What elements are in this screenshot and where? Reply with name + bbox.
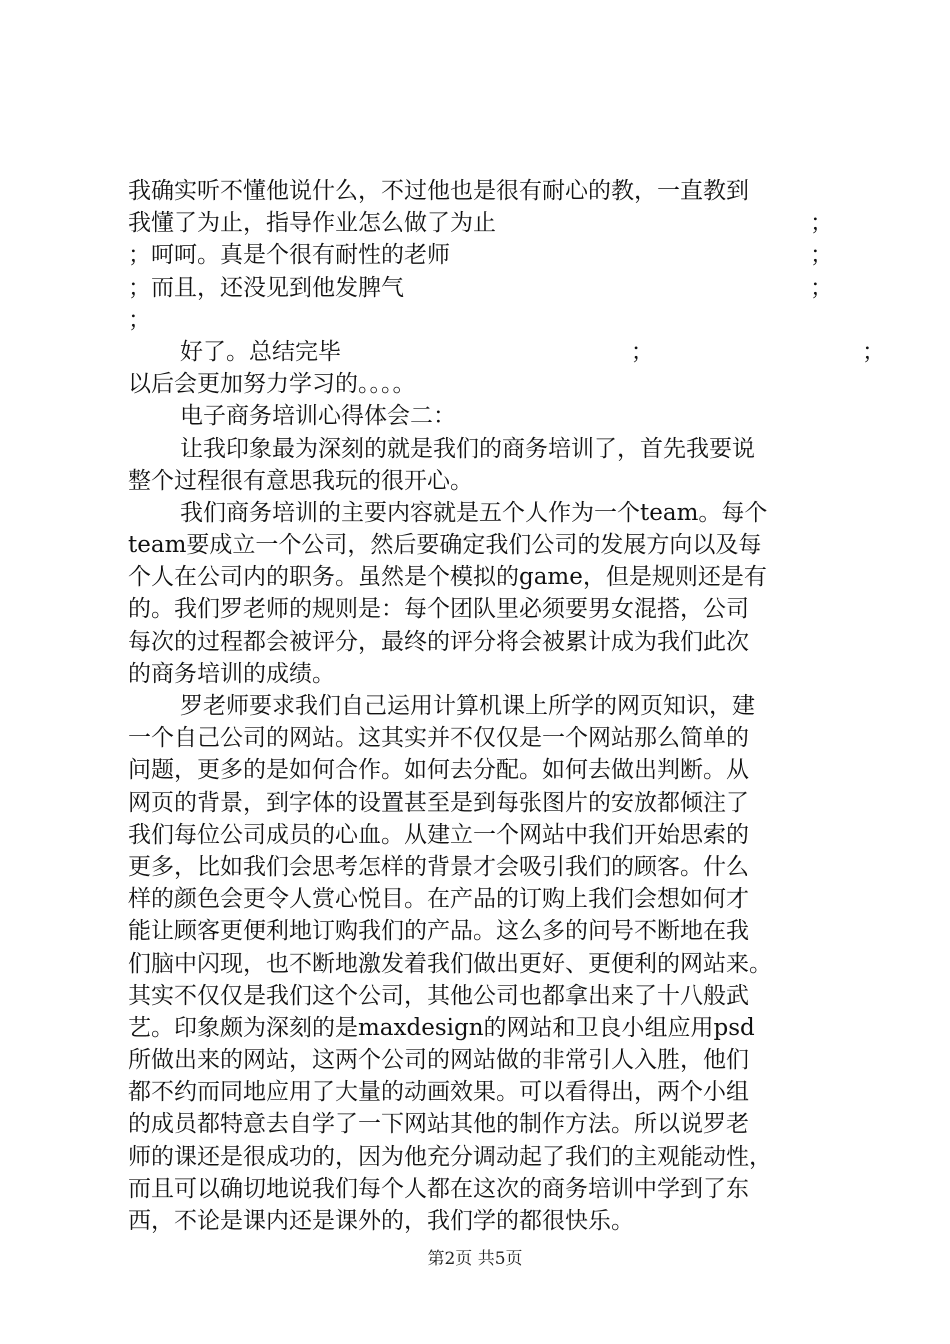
text-line: 而且可以确切地说我们每个人都在这次的商务培训中学到了东 xyxy=(128,1175,749,1202)
text-line: 电子商务培训心得体会二： xyxy=(180,403,456,430)
text-line: 我们商务培训的主要内容就是五个人作为一个team。每个 xyxy=(180,499,768,526)
text-segment: ； xyxy=(862,338,885,365)
text-segment: 我懂了为止，指导作业怎么做了为止 xyxy=(128,210,496,237)
text-line: 西，不论是课内还是课外的，我们学的都很快乐。 xyxy=(128,1208,634,1234)
text-line: 样的颜色会更令人赏心悦目。在产品的订购上我们会想如何才 xyxy=(128,886,749,913)
text-segment: ； xyxy=(630,338,654,365)
text-line: 的商务培训的成绩。 xyxy=(128,660,335,687)
text-line: 个人在公司内的职务。虽然是个模拟的game，但是规则还是有 xyxy=(128,564,767,591)
text-line: 我们每位公司成员的心血。从建立一个网站中我们开始思索的 xyxy=(128,821,749,848)
text-line: 网页的背景，到字体的设置甚至是到每张图片的安放都倾注了 xyxy=(128,789,749,816)
text-segment: ； xyxy=(810,242,833,269)
text-line: 的成员都特意去自学了一下网站其他的制作方法。所以说罗老 xyxy=(128,1111,749,1138)
text-line: 整个过程很有意思我玩的很开心。 xyxy=(128,467,473,494)
text-line: 以后会更加努力学习的。。。。 xyxy=(128,371,416,398)
text-line: 其实不仅仅是我们这个公司，其他公司也都拿出来了十八般武 xyxy=(128,982,749,1009)
text-line: 更多，比如我们会思考怎样的背景才会吸引我们的顾客。什么 xyxy=(128,853,749,880)
text-line: 师的课还是很成功的，因为他充分调动起了我们的主观能动性， xyxy=(128,1143,772,1170)
text-line: 一个自己公司的网站。这其实并不仅仅是一个网站那么简单的 xyxy=(128,725,749,752)
text-line: 让我印象最为深刻的就是我们的商务培训了，首先我要说 xyxy=(180,435,755,462)
text-line: 能让顾客更便利地订购我们的产品。这么多的问号不断地在我 xyxy=(128,918,749,945)
text-line: team要成立一个公司，然后要确定我们公司的发展方向以及每 xyxy=(128,532,762,559)
page-footer: 第2页 共5页 xyxy=(427,1249,523,1269)
text-segment: ；呵呵。真是个很有耐性的老师 xyxy=(128,242,450,269)
text-line: 问题，更多的是如何合作。如何去分配。如何去做出判断。从 xyxy=(128,757,749,784)
text-line: 艺。印象颇为深刻的是maxdesign的网站和卫良小组应用psd xyxy=(128,1014,755,1041)
text-line: 都不约而同地应用了大量的动画效果。可以看得出，两个小组 xyxy=(128,1079,749,1106)
document-body xyxy=(128,175,885,1237)
text-segment: 好了。总结完毕 xyxy=(180,338,341,365)
text-line: 所做出来的网站，这两个公司的网站做的非常引人入胜，他们 xyxy=(128,1047,749,1074)
text-line: 们脑中闪现，也不断地激发着我们做出更好、更便利的网站来。 xyxy=(128,950,772,977)
text-line: 我确实听不懂他说什么，不过他也是很有耐心的教，一直教到 xyxy=(128,178,749,204)
text-line xyxy=(128,336,885,368)
text-line xyxy=(128,207,833,239)
text-line xyxy=(128,239,833,271)
text-line: 罗老师要求我们自己运用计算机课上所学的网页知识，建 xyxy=(180,693,755,719)
text-segment: ； xyxy=(810,210,833,237)
text-line xyxy=(128,272,833,304)
text-line: 每次的过程都会被评分，最终的评分将会被累计成为我们此次 xyxy=(128,628,749,655)
text-segment: ；而且，还没见到他发脾气 xyxy=(128,274,404,301)
text-segment: ； xyxy=(810,274,833,301)
text-line: ； xyxy=(128,306,151,333)
text-line: 的。我们罗老师的规则是：每个团队里必须要男女混搭，公司 xyxy=(128,596,749,623)
